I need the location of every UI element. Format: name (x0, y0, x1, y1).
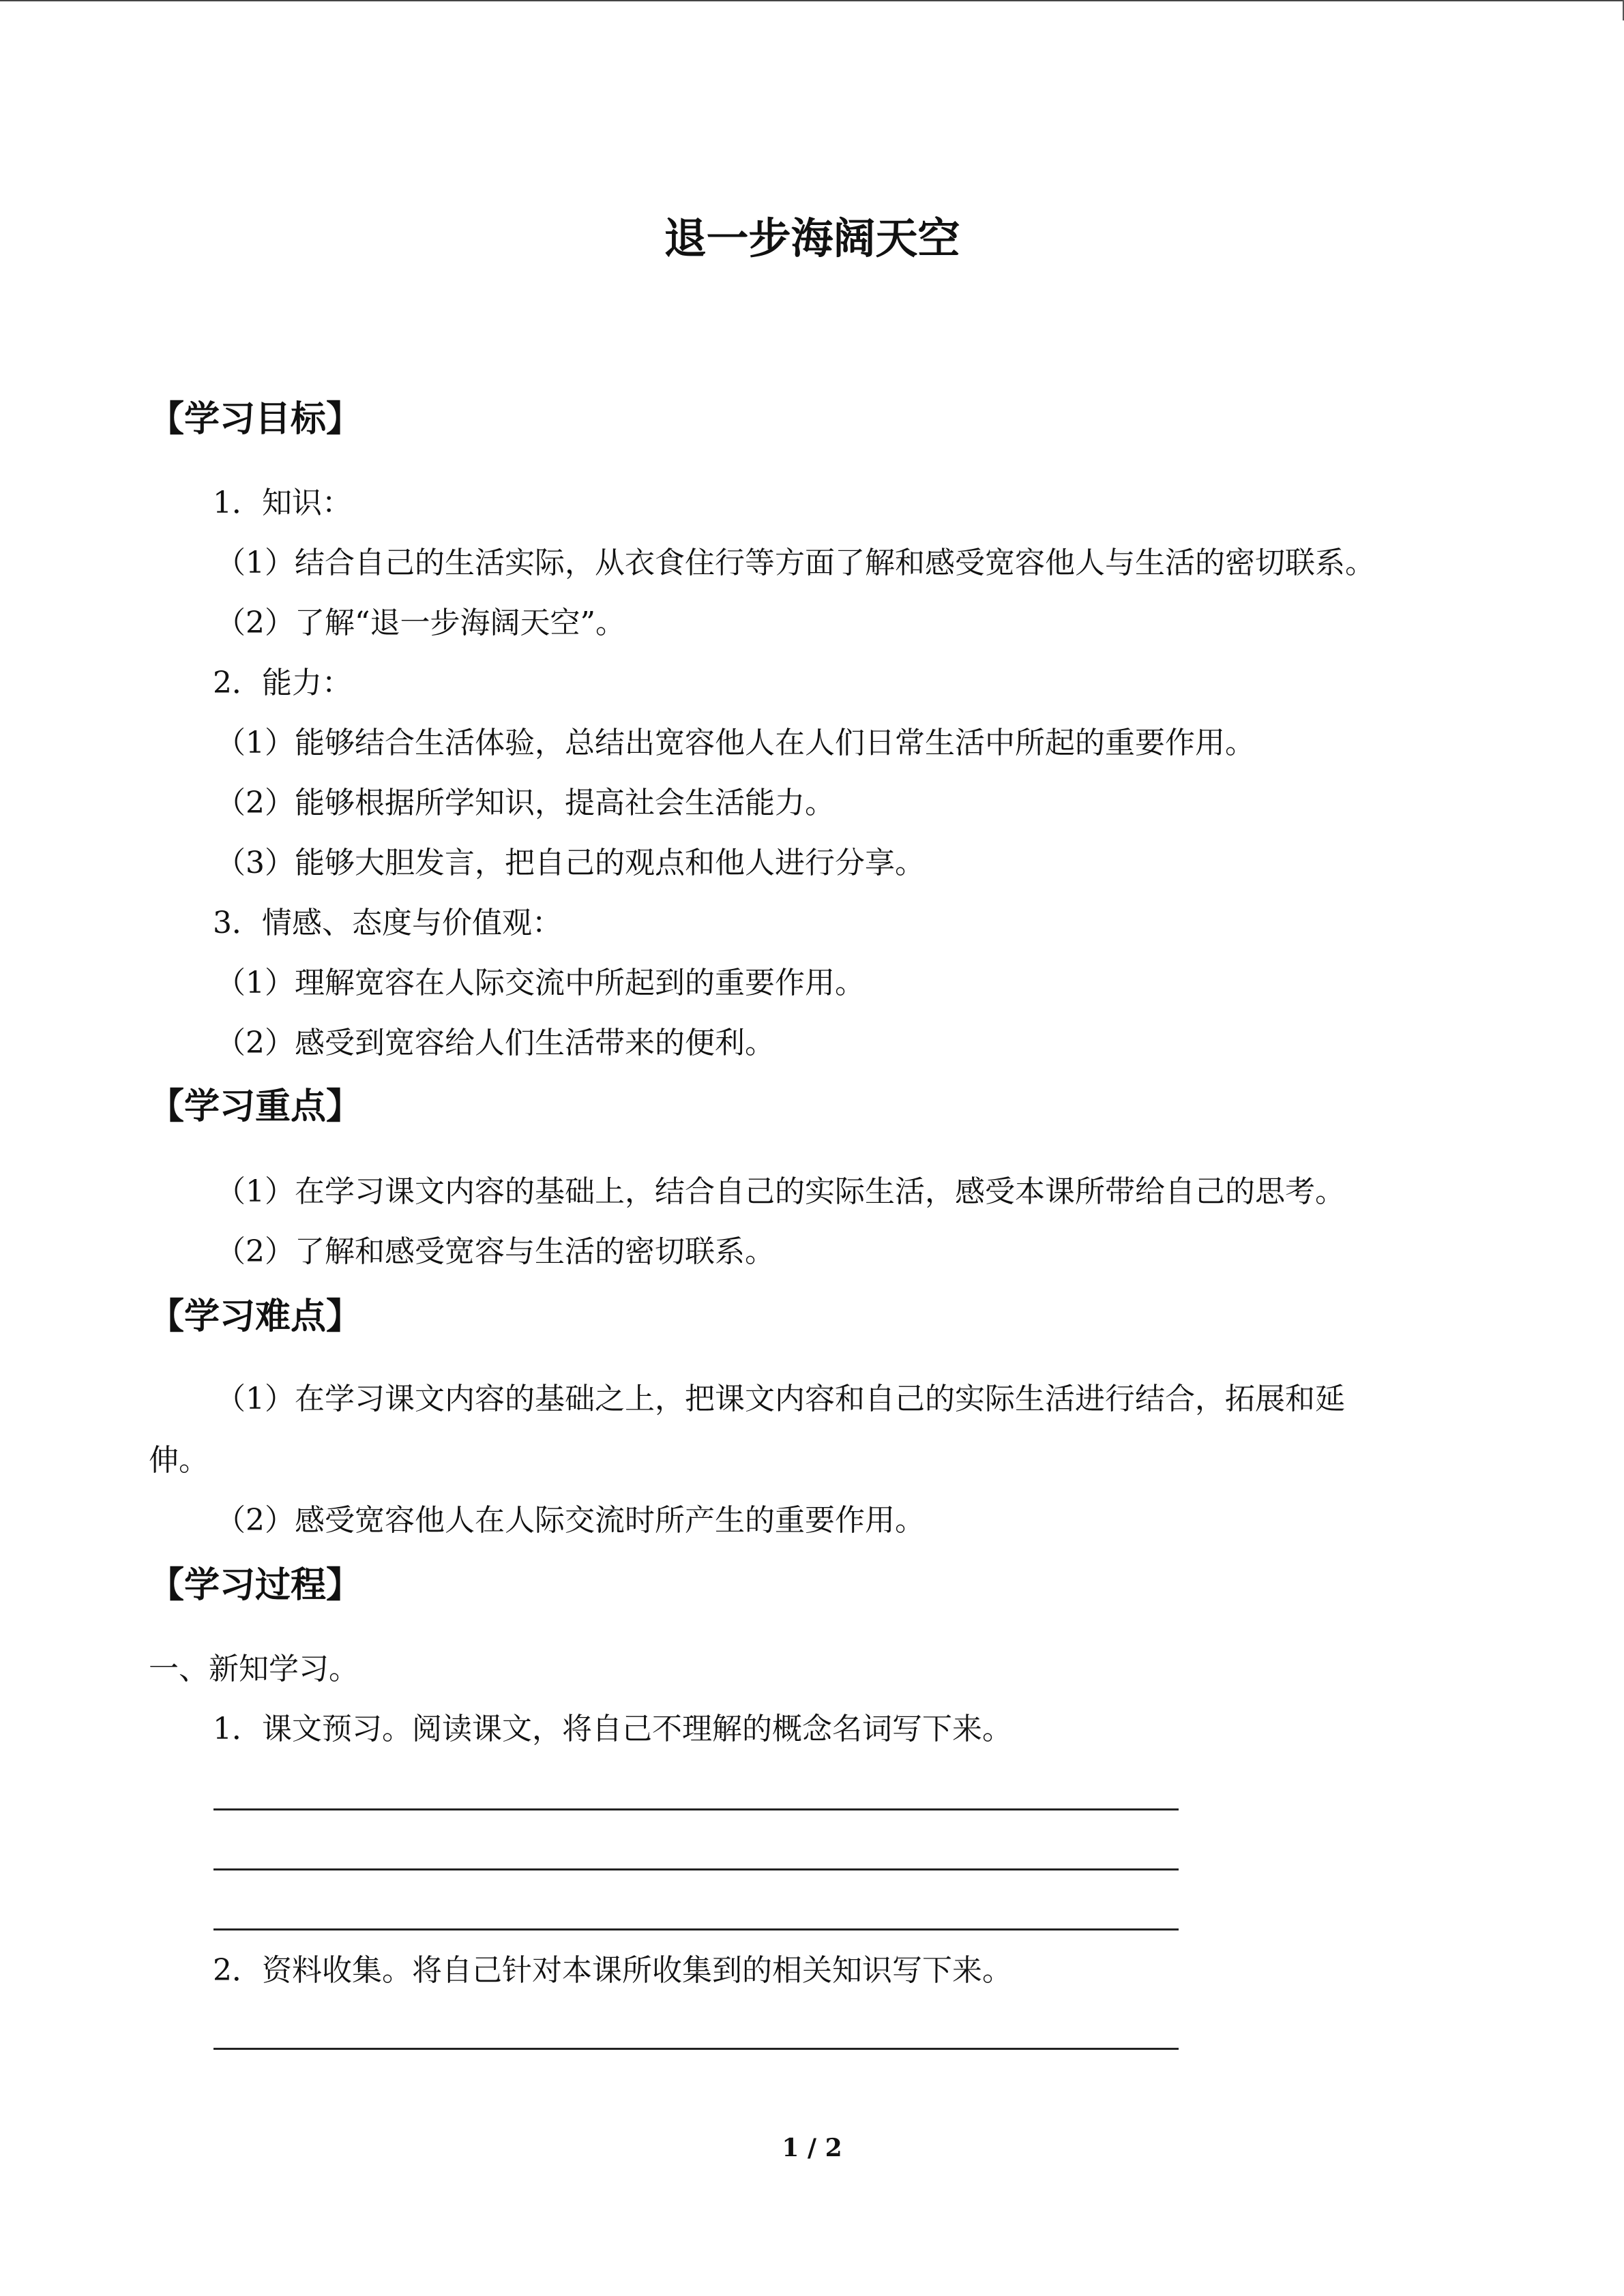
answer-line[interactable] (213, 1868, 1179, 1870)
key-points-heading: 【学习重点】 (149, 1086, 362, 1127)
key-points-item-1: （1）在学习课文内容的基础上，结合自己的实际生活，感受本课所带给自己的思考。 (216, 1174, 1345, 1209)
difficulties-item-2: （2）感受宽容他人在人际交流时所产生的重要作用。 (216, 1503, 925, 1538)
objectives-ability-label: 2．能力： (213, 666, 352, 700)
difficulties-heading: 【学习难点】 (149, 1296, 362, 1337)
difficulties-item-1-line-1: （1）在学习课文内容的基础之上，把课文内容和自己的实际生活进行结合，拓展和延 (216, 1382, 1345, 1416)
objectives-ability-item-2: （2）能够根据所学知识，提高社会生活能力。 (216, 786, 835, 820)
objectives-knowledge-label: 1．知识： (213, 486, 352, 520)
objectives-knowledge-item-1: （1）结合自己的生活实际，从衣食住行等方面了解和感受宽容他人与生活的密切联系。 (216, 546, 1375, 580)
objectives-emotion-item-2: （2）感受到宽容给人们生活带来的便利。 (216, 1026, 775, 1060)
objectives-emotion-item-1: （1）理解宽容在人际交流中所起到的重要作用。 (216, 966, 865, 1000)
answer-line[interactable] (213, 2048, 1179, 2050)
answer-line[interactable] (213, 1808, 1179, 1810)
objectives-ability-item-1: （1）能够结合生活体验，总结出宽容他人在人们日常生活中所起的重要作用。 (216, 726, 1255, 760)
process-task-1: 1．课文预习。阅读课文，将自己不理解的概念名词写下来。 (213, 1712, 1012, 1746)
page-number: 1 / 2 (782, 2134, 842, 2162)
process-part-1: 一、新知学习。 (149, 1652, 359, 1686)
answer-line[interactable] (213, 1928, 1179, 1930)
process-heading: 【学习过程】 (149, 1564, 362, 1606)
objectives-emotion-label: 3．情感、态度与价值观： (213, 906, 562, 940)
page-title: 退一步海阔天空 (664, 213, 960, 263)
key-points-item-2: （2）了解和感受宽容与生活的密切联系。 (216, 1234, 775, 1269)
process-task-2: 2．资料收集。将自己针对本课所收集到的相关知识写下来。 (213, 1953, 1012, 1988)
difficulties-item-1-line-2: 伸。 (149, 1443, 209, 1478)
objectives-knowledge-item-2: （2）了解“退一步海阔天空”。 (216, 606, 625, 640)
top-border-line (0, 0, 1624, 1)
objectives-ability-item-3: （3）能够大胆发言，把自己的观点和他人进行分享。 (216, 846, 925, 880)
objectives-heading: 【学习目标】 (149, 398, 362, 440)
